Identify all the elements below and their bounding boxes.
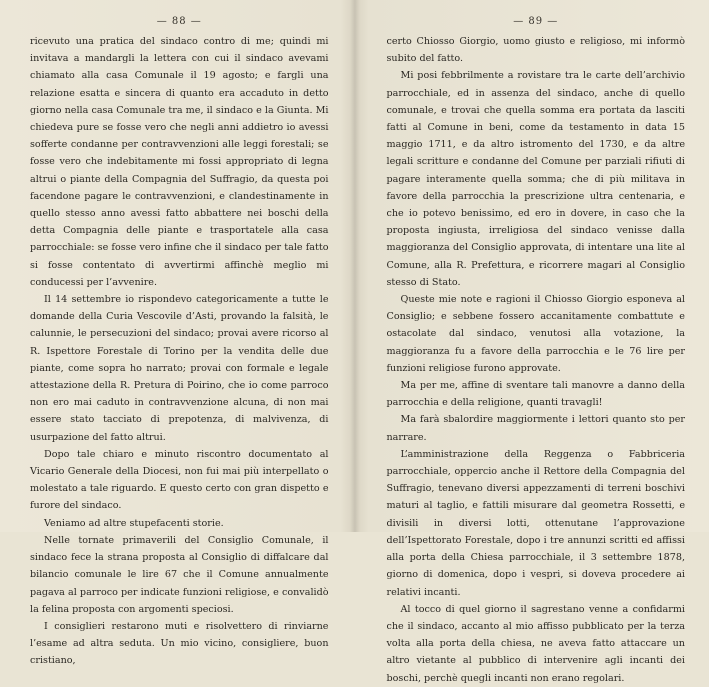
page-body: [387, 33, 686, 687]
paragraph: Veniamo ad altre stupefacenti storie.: [30, 515, 329, 532]
paragraph: Ma per me, affine di sventare tali manovre a danno della parrocchia e della religione, quanti travagli!: [387, 377, 686, 411]
paragraph: Dopo tale chiaro e minuto riscontro documentato al Vicario Generale della Diocesi, non fui mai più interpellato o molestato a tale riguardo. E questo certo con gran dispetto e furore del sindaco.: [30, 446, 329, 515]
page-body: [30, 33, 329, 670]
paragraph: Al tocco di quel giorno il sagrestano venne a confidarmi che il sindaco, accanto al mio affisso pubblicato per la terza volta alla porta della chiesa, ne aveva fatto attaccare un altro vietante al pubblico di intervenire agli incanti dei boschi, perchè quegli incanti non erano regolari.: [387, 601, 686, 687]
paragraph: certo Chiosso Giorgio, uomo giusto e religioso, mi informò subito del fatto.: [387, 33, 686, 67]
page-number: — 89 —: [387, 16, 686, 27]
paragraph: Ma farà sbalordire maggiormente i lettori quanto sto per narrare.: [387, 411, 686, 445]
right-page: [355, 0, 709, 532]
left-page: [0, 0, 355, 532]
paragraph: Nelle tornate primaverili del Consiglio Comunale, il sindaco fece la strana proposta al Consiglio di diffalcare dal bilancio comunale le lire 67 che il Comune annualmente pagava al parroco per indicate funzioni religiose, e convalidò la felina proposta con argomenti speciosi.: [30, 532, 329, 618]
paragraph: Mi posi febbrilmente a rovistare tra le carte dell’archivio parrocchiale, ed in assenza del sindaco, anche di quello comunale, e trovai che quella somma era portata da lasciti fatti al Comune in beni, come da testamento in data 15 maggio 1711, e da altro istromento del 1730, e da altre legali scritture e condanne del Comune per parziali rifiuti di pagare interamente quella somma; che di più militava in favore della parrocchia la prescrizione ultra centenaria, e che io potevo benissimo, ed ero in dovere, in caso che la proposta ingiusta, irreligiosa del sindaco venisse dalla maggioranza del Consiglio approvata, di intentare una lite al Comune, alla R. Prefettura, e ricorrere magari al Consiglio stesso di Stato.: [387, 67, 686, 291]
paragraph: L’amministrazione della Reggenza o Fabbriceria parrocchiale, oppercio anche il Rettore della Compagnia del Suffragio, tenevano diversi appezzamenti di terreni boschivi maturi al taglio, e fattili misurare dal geometra Rossetti, e divisili in diversi lotti, ottenutane l’approvazione dell’Ispettorato Forestale, dopo i tre annunzi scritti ed affissi alla porta della Chiesa parrocchiale, il 3 settembre 1878, giorno di domenica, dopo i vespri, si doveva procedere ai relativi incanti.: [387, 446, 686, 601]
paragraph: Il 14 settembre io rispondevo categoricamente a tutte le domande della Curia Vescovile d’Asti, provando la falsità, le calunnie, le persecuzioni del sindaco; provai avere ricorso al R. Ispettore Forestale di Torino per la vendita delle due piante, come sopra ho narrato; provai con formale e legale attestazione della R. Pretura di Poirino, che io come parroco non ero mai caduto in contravvenzione alcuna, di non mai essere stato tacciato di prepotenza, di malvivenza, di usurpazione del fatto altrui.: [30, 291, 329, 446]
paragraph: ricevuto una pratica del sindaco contro di me; quindi mi invitava a mandargli la lettera con cui il sindaco avevami chiamato alla casa Comunale il 19 agosto; e fargli una relazione esatta e sincera di quanto era accaduto in detto giorno nella casa Comunale tra me, il sindaco e la Giunta. Mi chiedeva pure se fosse vero che negli anni addietro io avessi sofferte condanne per contravvenzioni alle leggi forestali; se fosse vero che indebitamente mi fossi appropriato di legna altrui o piante della Compagnia del Suffragio, da questa poi facendone pagare le contravvenzioni, e clandestinamente in quello stesso anno avessi fatto abbattere nei boschi della detta Compagnia delle piante e trasportatele alla casa parrocchiale: se fosse vero infine che il sindaco per tale fatto si fosse contentato di avvertirmi affinchè meglio mi conducessi per l’avvenire.: [30, 33, 329, 291]
paragraph: I consiglieri restarono muti e risolvettero di rinviarne l’esame ad altra seduta. Un mio vicino, consigliere, buon cristiano,: [30, 618, 329, 670]
page-number: — 88 —: [30, 16, 329, 27]
paragraph: Queste mie note e ragioni il Chiosso Giorgio esponeva al Consiglio; e sebbene fossero accanitamente combattute e ostacolate dal sindaco, venutosi alla votazione, la maggioranza fu a favore della parrocchia e le 76 lire per funzioni religiose furono approvate.: [387, 291, 686, 377]
